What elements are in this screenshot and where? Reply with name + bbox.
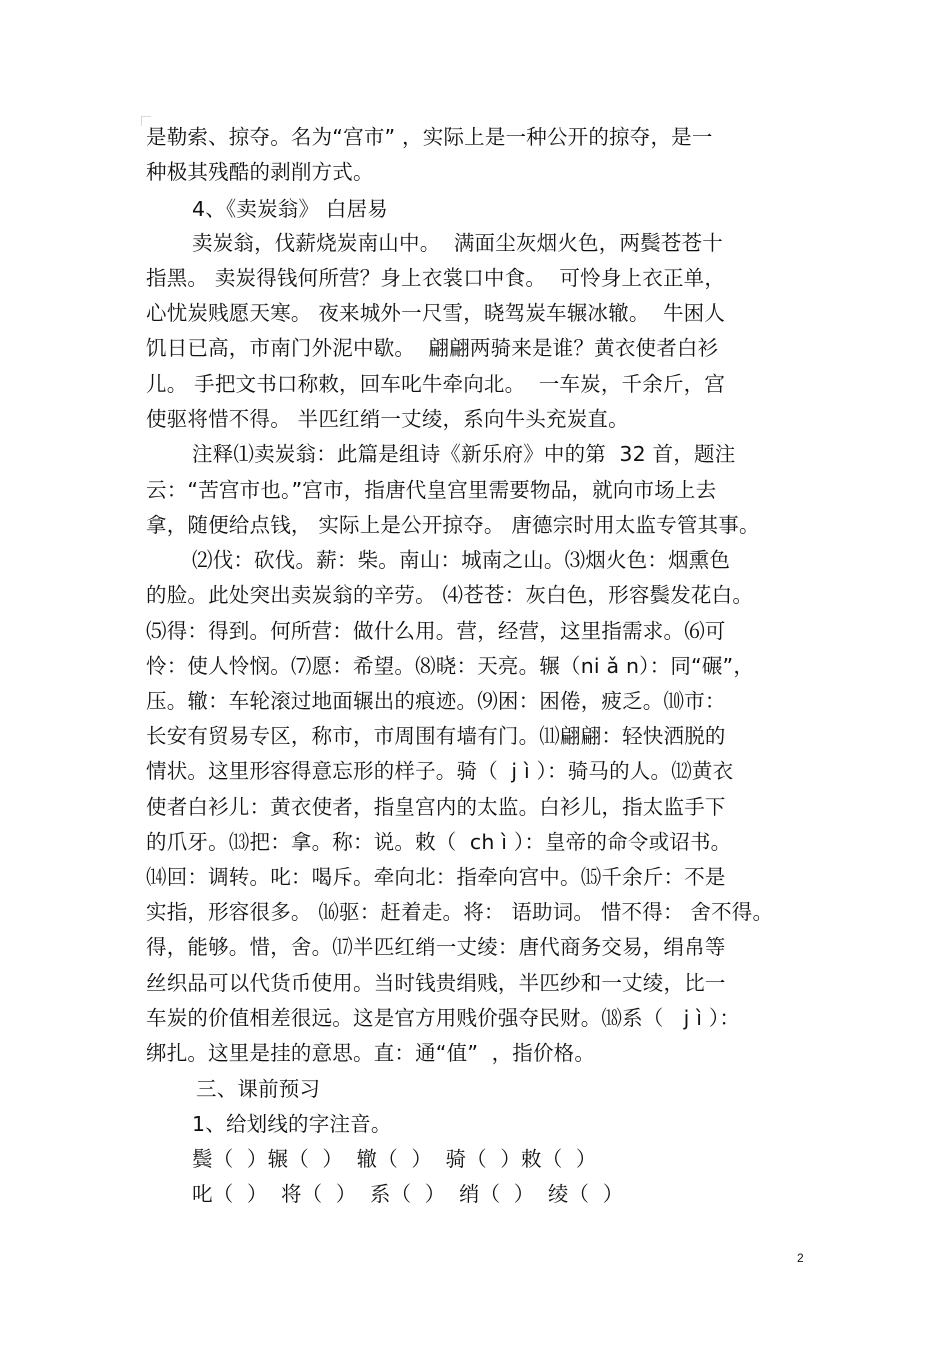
annotation-line: ⒁回：调转。叱：喝斥。牵向北：指牵向宫中。⒂千余斤：不是 — [146, 865, 726, 889]
annotation-line: 使者白衫儿：黄衣使者，指皇宫内的太监。白衫儿，指太监手下 — [146, 795, 726, 819]
exercise-line: 叱（ ） 将（ ） 系（ ） 绡（ ） 绫（ ） — [192, 1182, 624, 1206]
annotation-line: 得，能够。惜，舍。⒄半匹红绡一丈绫：唐代商务交易，绢帛等 — [146, 935, 726, 959]
annotation-line: 怜：使人怜悯。⑺愿：希望。⑻晓：天亮。辗（ni ǎ n）：同“碾”， — [146, 654, 755, 678]
exercise-prompt: 1、给划线的字注音。 — [192, 1112, 392, 1136]
annotation-line: 拿，随便给点钱， 实际上是公开掠夺。 唐德宗时用太监专管其事。 — [146, 513, 760, 537]
section-heading: 三、课前预习 — [196, 1077, 321, 1101]
poem-line: 饥日已高，市南门外泥中歇。 翩翩两骑来是谁？黄衣使者白衫 — [146, 336, 719, 360]
poem-line: 使驱将惜不得。 半匹红绡一丈绫，系向牛头充炭直。 — [146, 407, 629, 431]
annotation-line: 压。辙：车轮滚过地面辗出的痕迹。⑼困：困倦，疲乏。⑽市： — [146, 689, 726, 713]
annotation-line: 云：“苦宫市也。”宫市，指唐代皇宫里需要物品，就向市场上去 — [146, 478, 717, 502]
poem-line: 儿。 手把文书口称敕，回车叱牛牵向北。 一车炭，千余斤，宫 — [146, 372, 726, 396]
poem-line: 心忧炭贱愿天寒。 夜来城外一尺雪，晓驾炭车辗冰辙。 牛困人 — [146, 301, 726, 325]
poem-line: 卖炭翁，伐薪烧炭南山中。 满面尘灰烟火色，两鬓苍苍十 — [192, 231, 723, 255]
text-line: 是勒索、掠夺。名为“宫市” ，实际上是一种公开的掠夺，是一 — [146, 125, 713, 149]
annotation-line: 的爪牙。⒀把：拿。称：说。敕（ ch ì ）：皇帝的命令或诏书。 — [146, 830, 732, 854]
text-line: 种极其残酷的剥削方式。 — [146, 160, 374, 184]
section-heading: 4、《卖炭翁》 白居易 — [192, 197, 389, 221]
annotation-line: 实指，形容很多。 ⒃驱：赶着走。将： 语助词。 惜不得： 舍不得。 — [146, 900, 774, 924]
page-number: 2 — [797, 1251, 804, 1265]
annotation-line: 车炭的价值相差很远。这是官方用贱价强夺民财。⒅系（ j ì ）： — [146, 1006, 741, 1030]
poem-line: 指黑。 卖炭得钱何所营？身上衣裳口中食。 可怜身上衣正单， — [146, 266, 726, 290]
annotation-line: ⑵伐：砍伐。薪：柴。南山：城南之山。⑶烟火色：烟熏色 — [192, 548, 731, 572]
annotation-line: 注释⑴卖炭翁：此篇是组诗《新乐府》中的第 32 首，题注 — [192, 442, 736, 466]
annotation-line: 丝织品可以代货币使用。当时钱贵绢贱，半匹纱和一丈绫，比一 — [146, 971, 726, 995]
annotation-line: 长安有贸易专区，称市，市周围有墙有门。⑾翩翩：轻快洒脱的 — [146, 724, 726, 748]
annotation-line: 情状。这里形容得意忘形的样子。骑（ j ì ）：骑马的人。⑿黄衣 — [146, 759, 734, 783]
annotation-line: 绑扎。这里是挂的意思。直：通“值” ，指价格。 — [146, 1041, 596, 1065]
annotation-line: 的脸。此处突出卖炭翁的辛劳。 ⑷苍苍：灰白色，形容鬓发花白。 — [146, 583, 754, 607]
annotation-line: ⑸得：得到。何所营：做什么用。营，经营，这里指需求。⑹可 — [146, 619, 726, 643]
exercise-line: 鬓（ ）辗（ ） 辙（ ） 骑（ ）敕（ ） — [192, 1147, 597, 1171]
